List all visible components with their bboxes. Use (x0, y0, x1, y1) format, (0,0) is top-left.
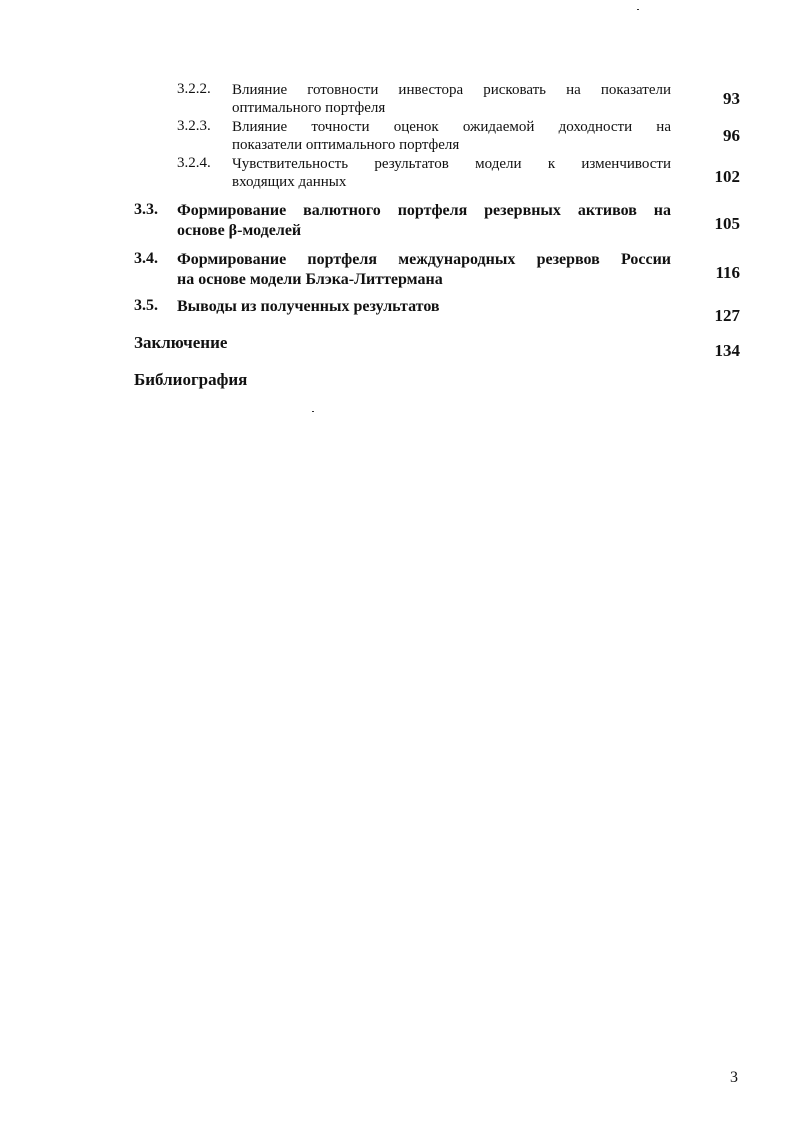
toc-section-title (177, 250, 671, 290)
toc-section-title (177, 201, 671, 241)
toc-entry-title-line1: Влияние готовности инвестора рисковать на показатели (232, 82, 671, 98)
toc-entry-title-line2: показатели оптимального портфеля (232, 137, 460, 153)
toc-section-title-line1: Формирование портфеля международных резервов России (177, 251, 671, 268)
toc-entry-number: 3.2.4. (177, 155, 211, 171)
toc-entry-title (232, 81, 671, 117)
toc-entry-number: 3.2.3. (177, 118, 211, 134)
toc-bibliography-title: Библиография (134, 370, 248, 389)
toc-entry-title-line1: Чувствительность результатов модели к изменчивости (232, 156, 671, 172)
toc-entry-page: 96 (723, 126, 740, 145)
toc-section-number: 3.4. (134, 250, 158, 267)
toc-section-title-line1: Формирование валютного портфеля резервных активов на (177, 202, 671, 219)
toc-section-number: 3.3. (134, 201, 158, 218)
toc-entry-title-line1: Влияние точности оценок ожидаемой доходности на (232, 119, 671, 135)
toc-entry-page: 105 (714, 214, 740, 233)
toc-entry-page: 93 (723, 89, 740, 108)
toc-section-number: 3.5. (134, 297, 158, 314)
page-number: 3 (730, 1069, 738, 1086)
toc-entry-title-line2: входящих данных (232, 174, 347, 190)
scan-speck (637, 9, 639, 10)
toc-section-title-line1: Выводы из полученных результатов (177, 298, 440, 315)
toc-section-title (177, 297, 671, 317)
toc-entry-title (232, 155, 671, 191)
toc-section-title-line2: основе β-моделей (177, 222, 302, 239)
toc-entry-page: 116 (715, 263, 740, 282)
toc-entry-title (232, 118, 671, 154)
toc-conclusion-title: Заключение (134, 333, 228, 352)
scan-speck (312, 411, 314, 412)
toc-section-title-line2: на основе модели Блэка-Литтермана (177, 271, 443, 288)
toc-conclusion-page: 134 (714, 341, 740, 360)
toc-entry-page: 102 (714, 167, 740, 186)
toc-entry-page: 127 (714, 306, 740, 325)
toc-entry-number: 3.2.2. (177, 81, 211, 97)
toc-entry-title-line2: оптимального портфеля (232, 100, 386, 116)
